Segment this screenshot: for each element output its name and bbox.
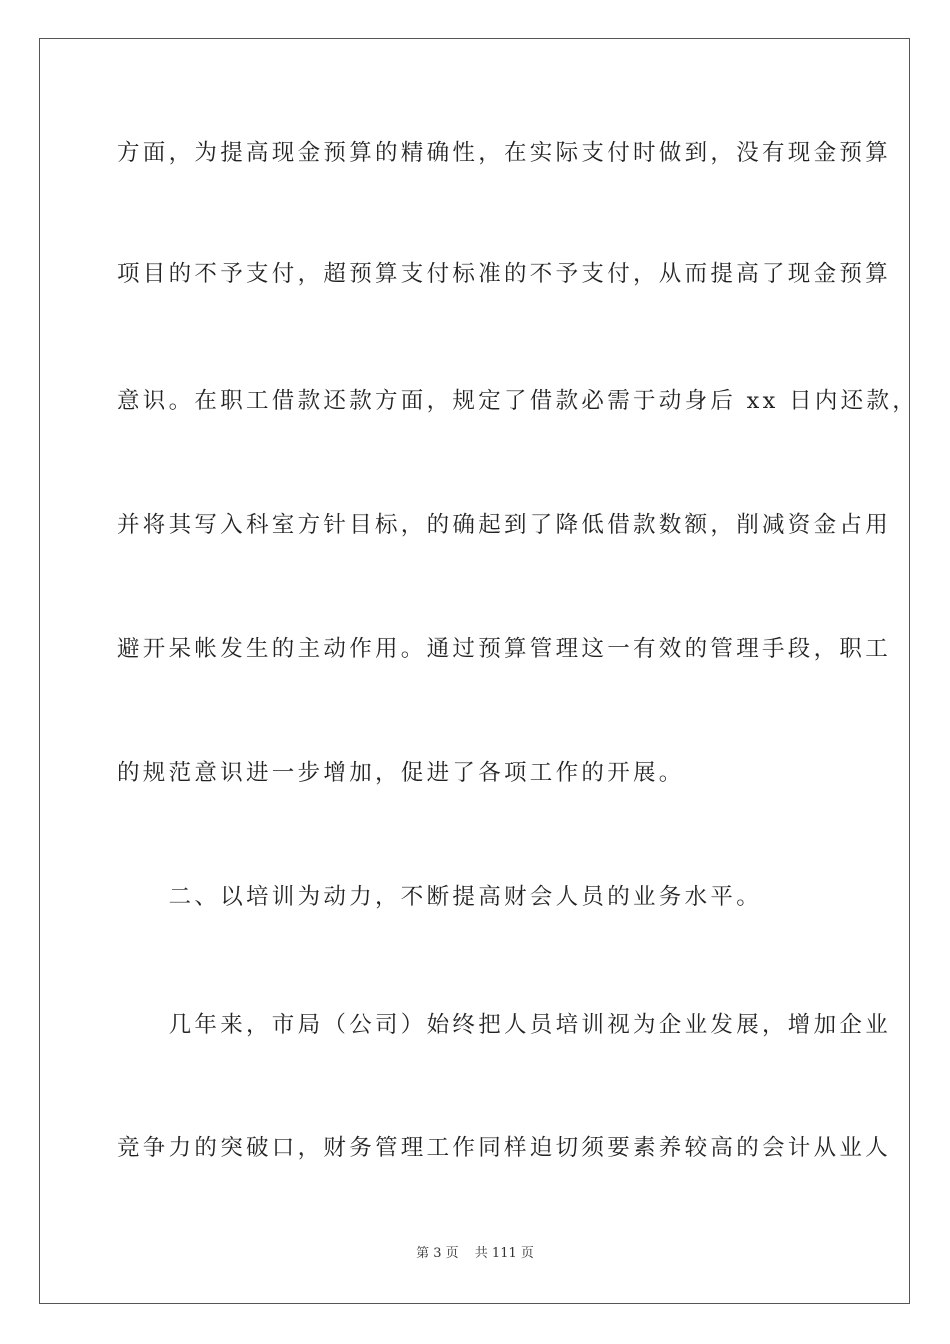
page-footer [0, 1245, 950, 1263]
page-number: 第 3 页 [416, 1246, 459, 1261]
paragraph-line: 避开呆帐发生的主动作用。通过预算管理这一有效的管理手段，职工 [117, 636, 892, 662]
paragraph-line: 并将其写入科室方针目标，的确起到了降低借款数额，削减资金占用 [117, 512, 892, 538]
paragraph-line: 方面，为提高现金预算的精确性，在实际支付时做到，没有现金预算 [117, 140, 892, 166]
total-pages: 共 111 页 [474, 1246, 534, 1261]
paragraph-line: 项目的不予支付，超预算支付标准的不予支付，从而提高了现金预算 [117, 261, 892, 287]
paragraph-line: 竞争力的突破口，财务管理工作同样迫切须要素养较高的会计从业人 [117, 1135, 892, 1161]
paragraph-line: 的规范意识进一步增加，促进了各项工作的开展。 [117, 760, 685, 786]
page-frame [39, 38, 919, 1304]
section-heading: 二、以培训为动力，不断提高财会人员的业务水平。 [117, 884, 763, 910]
paragraph-line: 几年来，市局（公司）始终把人员培训视为企业发展，增加企业 [117, 1012, 892, 1038]
paragraph-line: 意识。在职工借款还款方面，规定了借款必需于动身后 xx 日内还款， [117, 388, 919, 414]
